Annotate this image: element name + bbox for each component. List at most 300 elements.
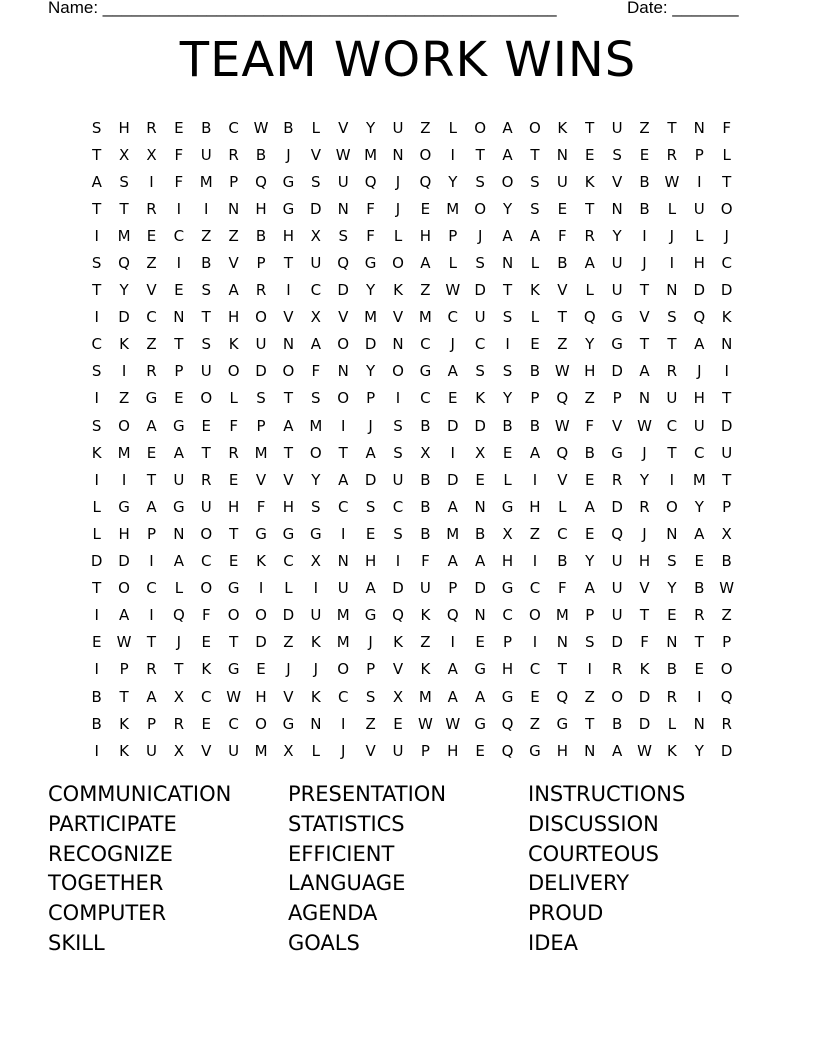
grid-row (83, 602, 740, 629)
grid-letter: W (226, 687, 242, 706)
grid-letter: E (584, 145, 595, 164)
grid-letter: O (227, 606, 240, 625)
grid-letter: Y (694, 497, 704, 516)
grid-letter: E (448, 389, 458, 408)
grid-letter: S (667, 308, 677, 327)
grid-letter: E (420, 199, 431, 218)
grid-letter: K (584, 172, 595, 191)
grid-row (83, 439, 740, 466)
grid-letter: V (557, 281, 568, 300)
word-list-item: DELIVERY (528, 871, 630, 896)
grid-letter: D (474, 281, 486, 300)
grid-letter: S (91, 254, 102, 273)
grid-letter: J (368, 633, 373, 652)
grid-letter: D (638, 714, 651, 733)
grid-letter: T (119, 687, 129, 706)
grid-letter: T (557, 308, 567, 327)
grid-letter: F (174, 145, 184, 164)
grid-letter: H (228, 497, 240, 516)
grid-letter: G (145, 389, 158, 408)
grid-letter: A (146, 416, 157, 435)
grid-letter: C (228, 714, 239, 733)
grid-letter: K (119, 714, 129, 733)
grid-letter: Y (694, 741, 704, 760)
grid-letter: A (118, 606, 130, 625)
grid-letter: O (255, 308, 267, 327)
grid-letter: B (666, 660, 678, 679)
grid-letter: G (501, 687, 514, 706)
grid-letter: I (149, 552, 154, 571)
grid-letter: D (337, 281, 349, 300)
grid-letter: V (255, 470, 267, 489)
grid-letter: T (694, 633, 704, 652)
grid-letter: W (335, 145, 351, 164)
grid-letter: R (146, 118, 157, 137)
grid-letter: G (501, 579, 514, 598)
grid-letter: U (392, 741, 404, 760)
grid-letter: D (693, 281, 706, 300)
grid-letter: T (146, 470, 157, 489)
grid-letter: I (532, 552, 538, 571)
grid-letter: Z (283, 633, 294, 652)
grid-letter: X (118, 145, 130, 164)
grid-letter: P (585, 606, 595, 625)
grid-letter: N (228, 199, 240, 218)
grid-letter: R (201, 470, 212, 489)
grid-letter: G (364, 606, 377, 625)
grid-letter: V (310, 145, 321, 164)
grid-letter: X (173, 687, 184, 706)
grid-letter: D (638, 687, 651, 706)
grid-letter: F (229, 416, 238, 435)
grid-letter: U (721, 443, 733, 462)
grid-letter: P (420, 741, 430, 760)
grid-letter: X (721, 524, 732, 543)
grid-letter: M (446, 524, 460, 543)
grid-letter: V (283, 470, 294, 489)
grid-letter: D (611, 497, 623, 516)
grid-letter: U (392, 118, 404, 137)
grid-letter: Y (667, 579, 677, 598)
grid-row (83, 466, 740, 493)
grid-letter: A (639, 362, 650, 381)
grid-letter: O (282, 362, 295, 381)
grid-letter: T (92, 199, 102, 218)
grid-letter: L (229, 389, 238, 408)
grid-letter: D (611, 633, 623, 652)
grid-letter: Y (502, 389, 513, 408)
grid-letter: B (255, 145, 267, 164)
grid-letter: R (666, 362, 678, 381)
grid-row (83, 304, 740, 331)
grid-letter: O (337, 335, 350, 354)
grid-letter: E (201, 416, 211, 435)
grid-letter: Q (501, 714, 514, 733)
grid-letter: V (611, 172, 623, 191)
grid-letter: Q (446, 606, 459, 625)
grid-letter: M (692, 470, 706, 489)
grid-letter: E (174, 281, 184, 300)
grid-letter: Q (118, 254, 130, 273)
grid-letter: W (253, 118, 269, 137)
grid-letter: U (419, 579, 431, 598)
grid-letter: O (200, 579, 213, 598)
grid-row (83, 412, 740, 439)
grid-letter: S (338, 226, 348, 245)
grid-letter: P (366, 389, 376, 408)
grid-letter: I (505, 335, 510, 354)
grid-letter: T (585, 118, 595, 137)
grid-letter: N (611, 199, 623, 218)
grid-letter: U (666, 389, 678, 408)
grid-letter: L (393, 226, 403, 245)
grid-letter: C (529, 660, 541, 679)
grid-letter: J (642, 443, 647, 462)
grid-letter: Y (639, 470, 650, 489)
grid-letter: U (611, 281, 623, 300)
grid-letter: D (474, 416, 486, 435)
grid-letter: A (502, 145, 513, 164)
grid-letter: S (475, 362, 485, 381)
grid-letter: W (637, 741, 652, 760)
grid-letter: J (724, 226, 729, 245)
grid-letter: S (502, 308, 513, 327)
word-list-item: IDEA (528, 930, 578, 955)
grid-letter: Q (392, 606, 404, 625)
grid-letter: G (227, 579, 240, 598)
grid-letter: O (720, 199, 733, 218)
grid-letter: X (283, 741, 294, 760)
grid-letter: T (201, 308, 211, 327)
grid-row (83, 114, 740, 141)
grid-letter: U (145, 741, 157, 760)
grid-letter: C (447, 308, 459, 327)
grid-letter: A (146, 497, 157, 516)
grid-letter: Y (119, 281, 129, 300)
grid-letter: N (556, 633, 568, 652)
grid-letter: Y (366, 281, 376, 300)
grid-letter: J (286, 660, 291, 679)
grid-letter: Q (556, 443, 569, 462)
grid-letter: E (228, 552, 239, 571)
grid-letter: I (724, 362, 729, 381)
grid-letter: I (94, 226, 99, 245)
grid-letter: L (92, 497, 101, 516)
grid-letter: V (338, 308, 349, 327)
grid-letter: U (392, 470, 404, 489)
grid-letter: Q (255, 172, 267, 191)
grid-letter: P (366, 660, 376, 679)
grid-letter: G (556, 714, 569, 733)
grid-letter: A (91, 172, 102, 191)
grid-letter: R (146, 199, 157, 218)
grid-letter: S (119, 172, 129, 191)
grid-letter: O (529, 118, 541, 137)
grid-letter: I (340, 714, 346, 733)
grid-letter: U (200, 497, 212, 516)
grid-letter: A (447, 362, 458, 381)
grid-letter: R (228, 145, 239, 164)
grid-letter: H (118, 118, 130, 137)
grid-letter: D (392, 579, 404, 598)
grid-letter: B (420, 416, 431, 435)
grid-row (83, 629, 740, 656)
grid-letter: N (666, 281, 678, 300)
grid-letter: B (639, 199, 650, 218)
grid-letter: P (174, 362, 184, 381)
grid-letter: W (554, 416, 570, 435)
grid-row (83, 195, 740, 222)
letter-grid (83, 114, 740, 764)
grid-letter: K (475, 389, 486, 408)
grid-letter: G (227, 660, 240, 679)
grid-letter: J (368, 416, 373, 435)
grid-letter: F (558, 226, 567, 245)
grid-letter: K (666, 741, 677, 760)
grid-letter: B (420, 524, 431, 543)
grid-letter: J (313, 660, 319, 679)
grid-letter: N (693, 118, 705, 137)
grid-letter: V (365, 741, 376, 760)
word-list-item: STATISTICS (288, 811, 405, 836)
grid-letter: S (612, 145, 622, 164)
grid-letter: Q (364, 172, 377, 191)
grid-letter: B (529, 416, 541, 435)
grid-letter: B (475, 524, 486, 543)
grid-letter: P (256, 416, 266, 435)
grid-letter: K (91, 443, 102, 462)
grid-letter: Y (448, 172, 458, 191)
grid-letter: A (694, 335, 705, 354)
grid-letter: B (611, 714, 623, 733)
grid-letter: F (256, 497, 266, 516)
grid-letter: O (474, 118, 487, 137)
grid-letter: G (419, 362, 432, 381)
grid-letter: D (720, 281, 733, 300)
word-list (48, 780, 768, 959)
grid-letter: X (475, 443, 486, 462)
grid-letter: H (364, 552, 377, 571)
grid-letter: B (721, 552, 732, 571)
grid-row (83, 141, 740, 168)
grid-letter: B (639, 172, 650, 191)
grid-letter: A (475, 687, 486, 706)
grid-letter: L (448, 118, 457, 137)
grid-letter: B (255, 226, 267, 245)
grid-letter: R (173, 714, 185, 733)
grid-letter: L (92, 524, 101, 543)
grid-letter: K (721, 308, 732, 327)
grid-letter: Z (557, 335, 568, 354)
grid-letter: C (201, 687, 212, 706)
word-list-item: COMPUTER (48, 901, 167, 926)
grid-letter: M (418, 308, 432, 327)
grid-letter: A (529, 226, 541, 245)
grid-letter: R (721, 714, 732, 733)
grid-letter: C (173, 226, 185, 245)
grid-row (83, 249, 740, 276)
grid-letter: V (557, 470, 568, 489)
grid-letter: Z (529, 714, 541, 733)
grid-letter: F (366, 199, 375, 218)
grid-letter: E (174, 118, 184, 137)
grid-letter: Z (228, 226, 239, 245)
grid-letter: N (392, 335, 404, 354)
grid-letter: M (254, 443, 268, 462)
grid-letter: C (721, 254, 732, 273)
grid-letter: E (146, 443, 157, 462)
grid-letter: O (720, 660, 733, 679)
grid-letter: M (336, 633, 350, 652)
grid-letter: U (556, 172, 568, 191)
grid-letter: M (199, 172, 213, 191)
grid-letter: R (639, 497, 650, 516)
grid-letter: X (173, 741, 184, 760)
grid-letter: M (254, 741, 268, 760)
grid-letter: Q (556, 687, 569, 706)
grid-letter: Z (420, 281, 431, 300)
grid-row (83, 358, 740, 385)
grid-letter: D (282, 606, 295, 625)
grid-row (83, 168, 740, 195)
grid-letter: J (395, 199, 401, 218)
grid-letter: J (450, 335, 455, 354)
grid-letter: B (584, 443, 595, 462)
grid-letter: F (722, 118, 731, 137)
grid-letter: L (284, 579, 293, 598)
grid-letter: I (532, 470, 538, 489)
grid-letter: O (392, 254, 404, 273)
grid-letter: E (530, 687, 540, 706)
grid-letter: Q (419, 172, 432, 191)
grid-letter: Q (583, 308, 596, 327)
grid-letter: J (286, 145, 291, 164)
grid-letter: N (474, 497, 486, 516)
grid-letter: T (502, 281, 513, 300)
grid-letter: L (174, 579, 184, 598)
grid-letter: G (282, 714, 295, 733)
grid-letter: Z (146, 254, 157, 273)
grid-letter: N (282, 335, 295, 354)
grid-letter: M (555, 606, 569, 625)
grid-letter: K (310, 633, 321, 652)
grid-letter: O (392, 362, 404, 381)
grid-letter: R (694, 606, 705, 625)
grid-letter: U (611, 118, 623, 137)
grid-letter: E (639, 145, 650, 164)
grid-letter: P (256, 254, 266, 273)
grid-letter: O (419, 145, 432, 164)
grid-letter: K (420, 606, 431, 625)
word-list-item: SKILL (48, 930, 105, 955)
grid-letter: C (310, 281, 322, 300)
grid-letter: W (445, 714, 461, 733)
word-list-item: COMMUNICATION (48, 782, 232, 806)
grid-letter: K (310, 687, 321, 706)
grid-letter: G (364, 254, 377, 273)
grid-letter: E (146, 226, 157, 245)
grid-letter: G (282, 199, 295, 218)
grid-letter: G (501, 497, 514, 516)
grid-letter: U (255, 335, 267, 354)
grid-letter: T (639, 281, 650, 300)
grid-letter: F (421, 552, 430, 571)
grid-letter: O (118, 416, 130, 435)
grid-letter: D (720, 416, 733, 435)
grid-letter: T (639, 335, 650, 354)
grid-letter: D (446, 416, 459, 435)
grid-letter: B (420, 470, 431, 489)
grid-letter: N (666, 524, 678, 543)
grid-letter: S (311, 172, 321, 191)
grid-letter: U (228, 741, 240, 760)
grid-letter: H (228, 308, 240, 327)
grid-letter: E (557, 199, 568, 218)
grid-letter: K (119, 741, 129, 760)
grid-letter: L (448, 254, 457, 273)
grid-letter: R (584, 226, 595, 245)
grid-letter: R (228, 443, 239, 462)
grid-letter: T (283, 254, 294, 273)
grid-letter: P (448, 579, 458, 598)
grid-letter: B (201, 118, 212, 137)
grid-letter: A (365, 579, 376, 598)
grid-letter: S (91, 118, 102, 137)
grid-letter: W (664, 172, 680, 191)
grid-letter: B (694, 579, 705, 598)
grid-letter: O (337, 389, 350, 408)
grid-letter: D (255, 633, 267, 652)
grid-letter: F (585, 416, 595, 435)
grid-letter: A (447, 497, 458, 516)
word-list-item: PRESENTATION (288, 782, 447, 806)
grid-letter: W (417, 714, 433, 733)
grid-letter: H (118, 524, 130, 543)
grid-letter: N (337, 552, 349, 571)
grid-letter: U (693, 416, 705, 435)
grid-letter: O (227, 362, 240, 381)
grid-letter: E (502, 443, 513, 462)
grid-letter: I (340, 416, 346, 435)
grid-letter: O (501, 172, 514, 191)
grid-letter: G (282, 524, 295, 543)
grid-letter: Q (720, 687, 733, 706)
grid-letter: M (117, 226, 131, 245)
grid-letter: J (697, 362, 702, 381)
grid-letter: I (532, 633, 538, 652)
grid-letter: I (697, 172, 702, 191)
grid-letter: P (722, 633, 732, 652)
grid-letter: C (283, 552, 294, 571)
grid-letter: I (450, 633, 455, 652)
grid-letter: A (584, 497, 595, 516)
grid-letter: X (310, 308, 321, 327)
grid-letter: I (176, 254, 182, 273)
grid-letter: F (558, 579, 567, 598)
grid-row (83, 683, 740, 710)
grid-letter: X (420, 443, 431, 462)
grid-letter: N (501, 254, 514, 273)
grid-letter: I (587, 660, 592, 679)
grid-letter: G (611, 308, 623, 327)
grid-letter: T (201, 443, 211, 462)
grid-letter: C (529, 579, 541, 598)
grid-letter: D (720, 741, 733, 760)
grid-letter: Y (366, 118, 376, 137)
grid-letter: T (667, 443, 677, 462)
grid-letter: Z (420, 633, 431, 652)
grid-letter: K (393, 633, 403, 652)
